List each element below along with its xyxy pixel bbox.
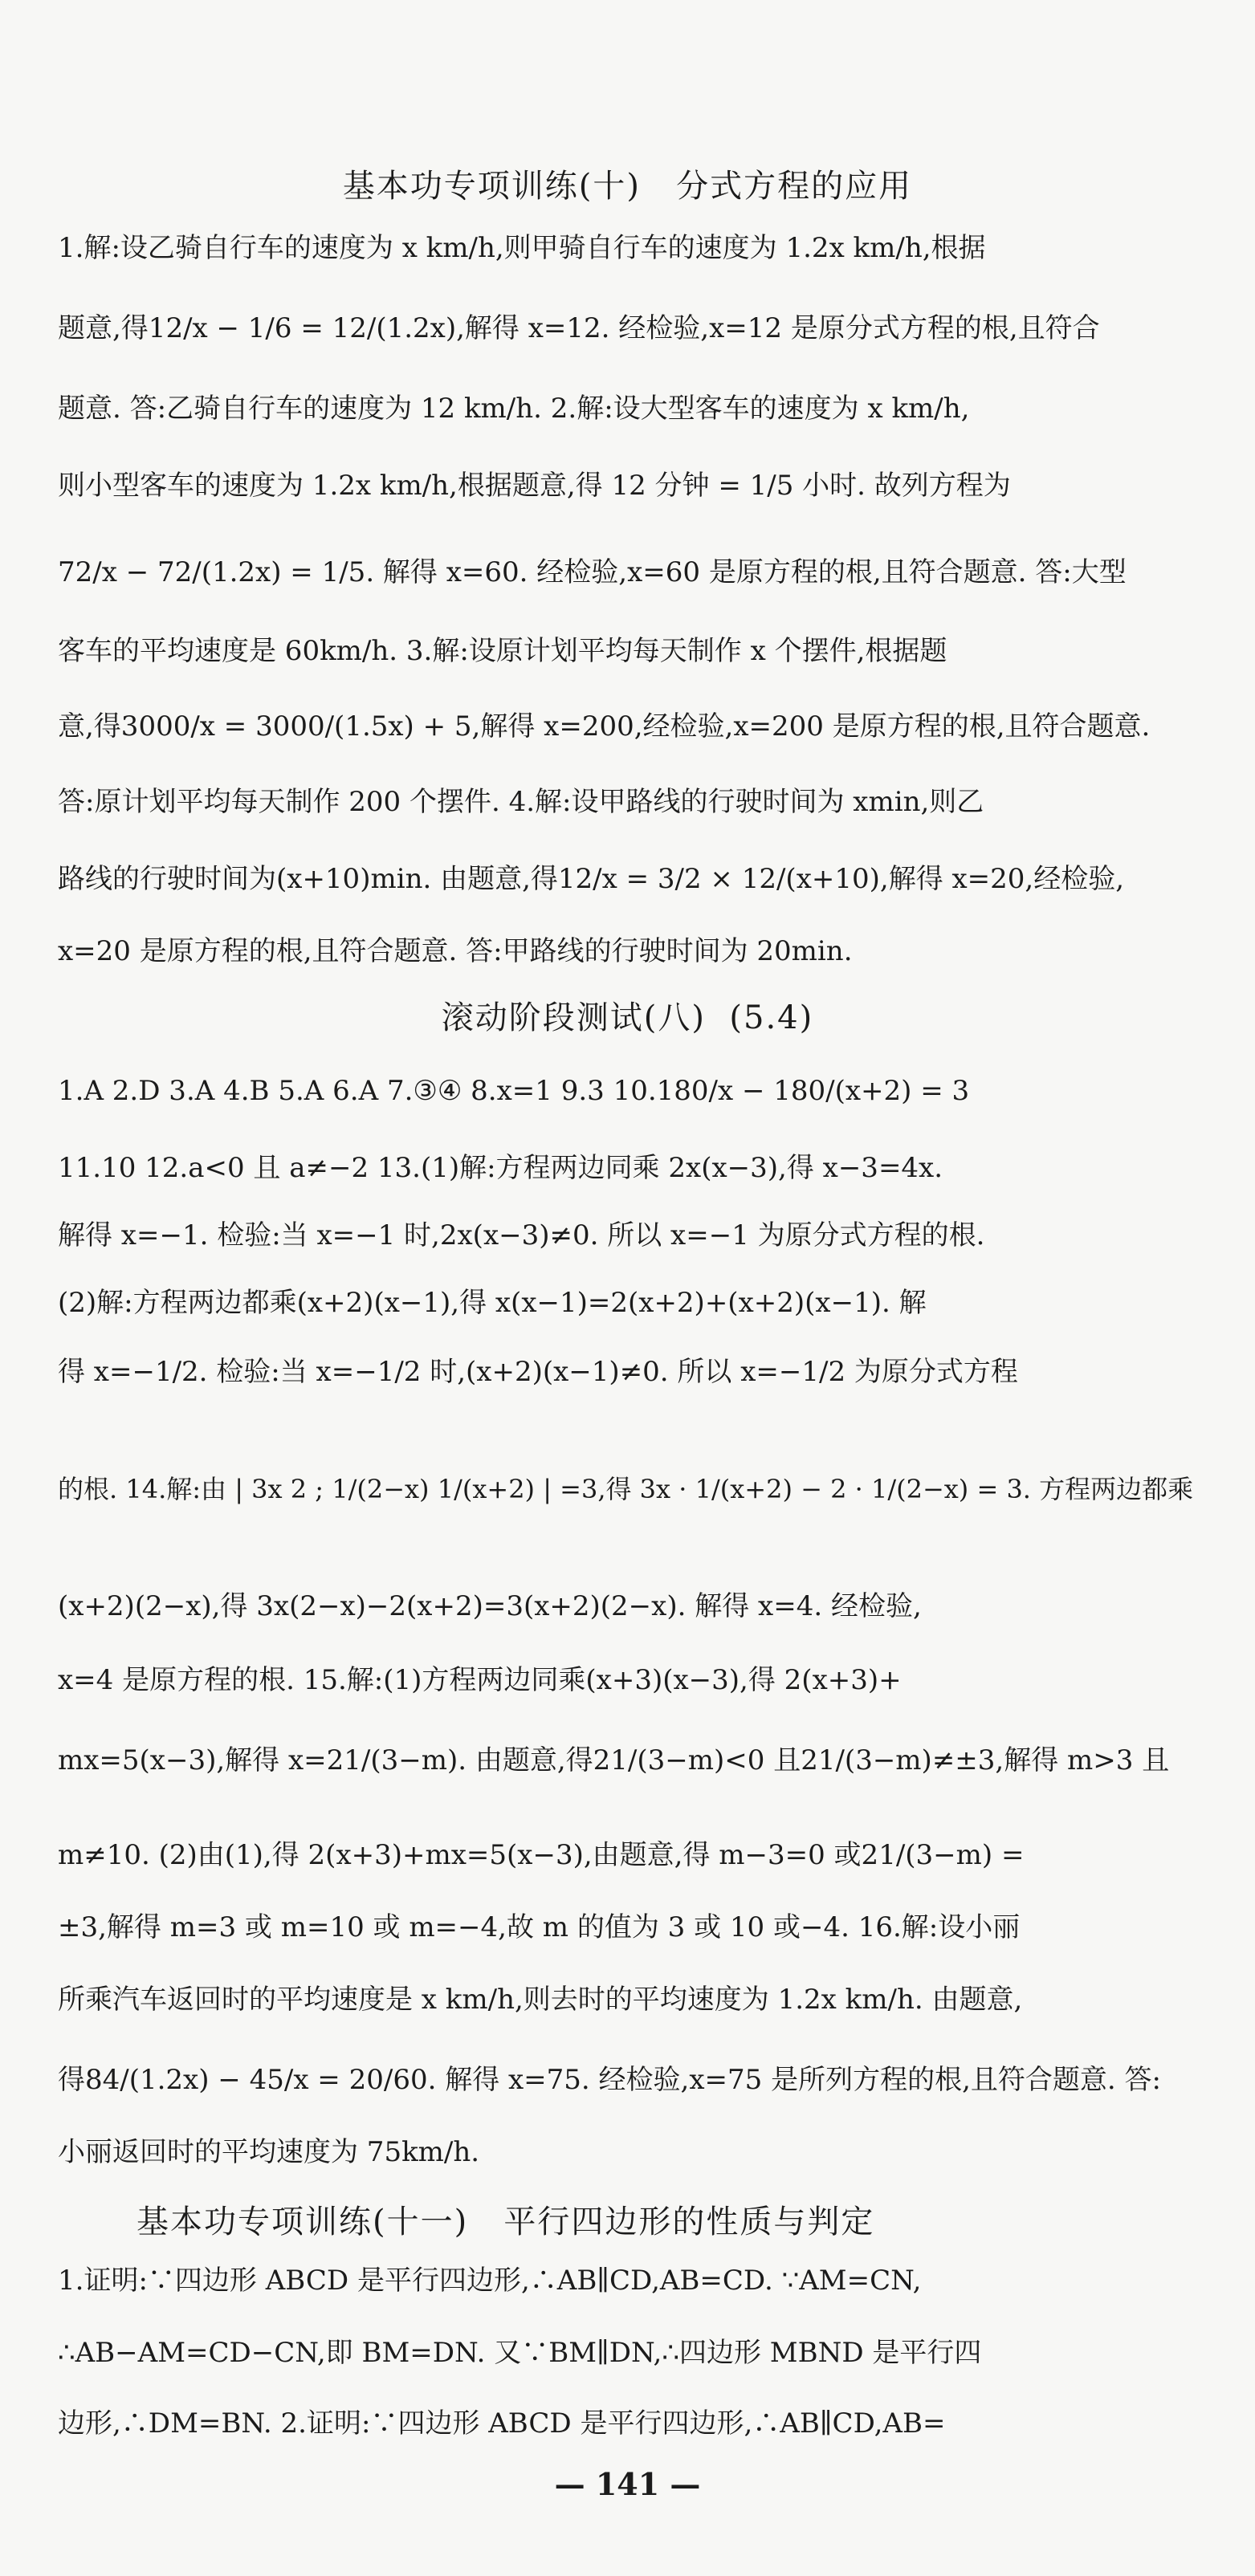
text-line: 1.A 2.D 3.A 4.B 5.A 6.A 7.③④ 8.x=1 9.3 10.180/x − 180/(x+2) = 3 — [58, 1075, 970, 1107]
text-line: ∴AB−AM=CD−CN,即 BM=DN. 又∵BM∥DN,∴四边形 MBND 是平行四 — [58, 2337, 982, 2369]
section-title-2: 滚动阶段测试(八) (5.4) — [441, 999, 814, 1036]
text-line: 边形,∴DM=BN. 2.证明:∵四边形 ABCD 是平行四边形,∴AB∥CD,AB= — [58, 2407, 946, 2440]
text-line: x=20 是原方程的根,且符合题意. 答:甲路线的行驶时间为 20min. — [58, 935, 853, 967]
text-line: 小丽返回时的平均速度为 75km/h. — [58, 2136, 480, 2168]
text-line: 72/x − 72/(1.2x) = 1/5. 解得 x=60. 经检验,x=60 是原方程的根,且符合题意. 答:大型 — [58, 556, 1127, 588]
text-line: 的根. 14.解:由 | 3x 2 ; 1/(2−x) 1/(x+2) | =3,得 3x · 1/(x+2) − 2 · 1/(2−x) = 3. 方程两边都乘 — [58, 1474, 1194, 1504]
text-line: (x+2)(2−x),得 3x(2−x)−2(x+2)=3(x+2)(2−x). 解得 x=4. 经检验, — [58, 1590, 922, 1622]
page-number: — 141 — — [554, 2466, 701, 2502]
text-line: mx=5(x−3),解得 x=21/(3−m). 由题意,得21/(3−m)<0 且21/(3−m)≠±3,解得 m>3 且 — [58, 1744, 1170, 1776]
text-line: 题意,得12/x − 1/6 = 12/(1.2x),解得 x=12. 经检验,x=12 是原分式方程的根,且符合 — [58, 312, 1100, 344]
text-line: 意,得3000/x = 3000/(1.5x) + 5,解得 x=200,经检验,x=200 是原方程的根,且符合题意. — [58, 710, 1151, 743]
section-title-1: 基本功专项训练(十) 分式方程的应用 — [342, 168, 913, 205]
section-title-3: 基本功专项训练(十一) 平行四边形的性质与判定 — [137, 2204, 875, 2240]
text-line: 得84/(1.2x) − 45/x = 20/60. 解得 x=75. 经检验,x=75 是所列方程的根,且符合题意. 答: — [58, 2064, 1161, 2096]
text-line: ±3,解得 m=3 或 m=10 或 m=−4,故 m 的值为 3 或 10 或−4. 16.解:设小丽 — [58, 1911, 1021, 1943]
text-line: m≠10. (2)由(1),得 2(x+3)+mx=5(x−3),由题意,得 m−3=0 或21/(3−m) = — [58, 1839, 1025, 1871]
text-line: 11.10 12.a<0 且 a≠−2 13.(1)解:方程两边同乘 2x(x−3),得 x−3=4x. — [58, 1152, 943, 1184]
text-line: x=4 是原方程的根. 15.解:(1)方程两边同乘(x+3)(x−3),得 2(x+3)+ — [58, 1664, 902, 1696]
text-line: 则小型客车的速度为 1.2x km/h,根据题意,得 12 分钟 = 1/5 小时. 故列方程为 — [58, 470, 1011, 502]
text-line: 路线的行驶时间为(x+10)min. 由题意,得12/x = 3/2 × 12/(x+10),解得 x=20,经检验, — [58, 863, 1125, 895]
text-line: 解得 x=−1. 检验:当 x=−1 时,2x(x−3)≠0. 所以 x=−1 为原分式方程的根. — [58, 1219, 985, 1251]
text-line: 1.证明:∵四边形 ABCD 是平行四边形,∴AB∥CD,AB=CD. ∵AM=CN, — [58, 2265, 922, 2297]
text-line: 1.解:设乙骑自行车的速度为 x km/h,则甲骑自行车的速度为 1.2x km/h,根据 — [58, 232, 986, 264]
text-line: 题意. 答:乙骑自行车的速度为 12 km/h. 2.解:设大型客车的速度为 x km/h, — [58, 393, 970, 425]
text-line: 答:原计划平均每天制作 200 个摆件. 4.解:设甲路线的行驶时间为 xmin,则乙 — [58, 786, 984, 818]
text-line: (2)解:方程两边都乘(x+2)(x−1),得 x(x−1)=2(x+2)+(x+2)(x−1). 解 — [58, 1287, 927, 1319]
text-line: 所乘汽车返回时的平均速度是 x km/h,则去时的平均速度为 1.2x km/h. 由题意, — [58, 1984, 1023, 2016]
text-line: 得 x=−1/2. 检验:当 x=−1/2 时,(x+2)(x−1)≠0. 所以 x=−1/2 为原分式方程 — [58, 1356, 1018, 1388]
text-line: 客车的平均速度是 60km/h. 3.解:设原计划平均每天制作 x 个摆件,根据题 — [58, 635, 947, 667]
